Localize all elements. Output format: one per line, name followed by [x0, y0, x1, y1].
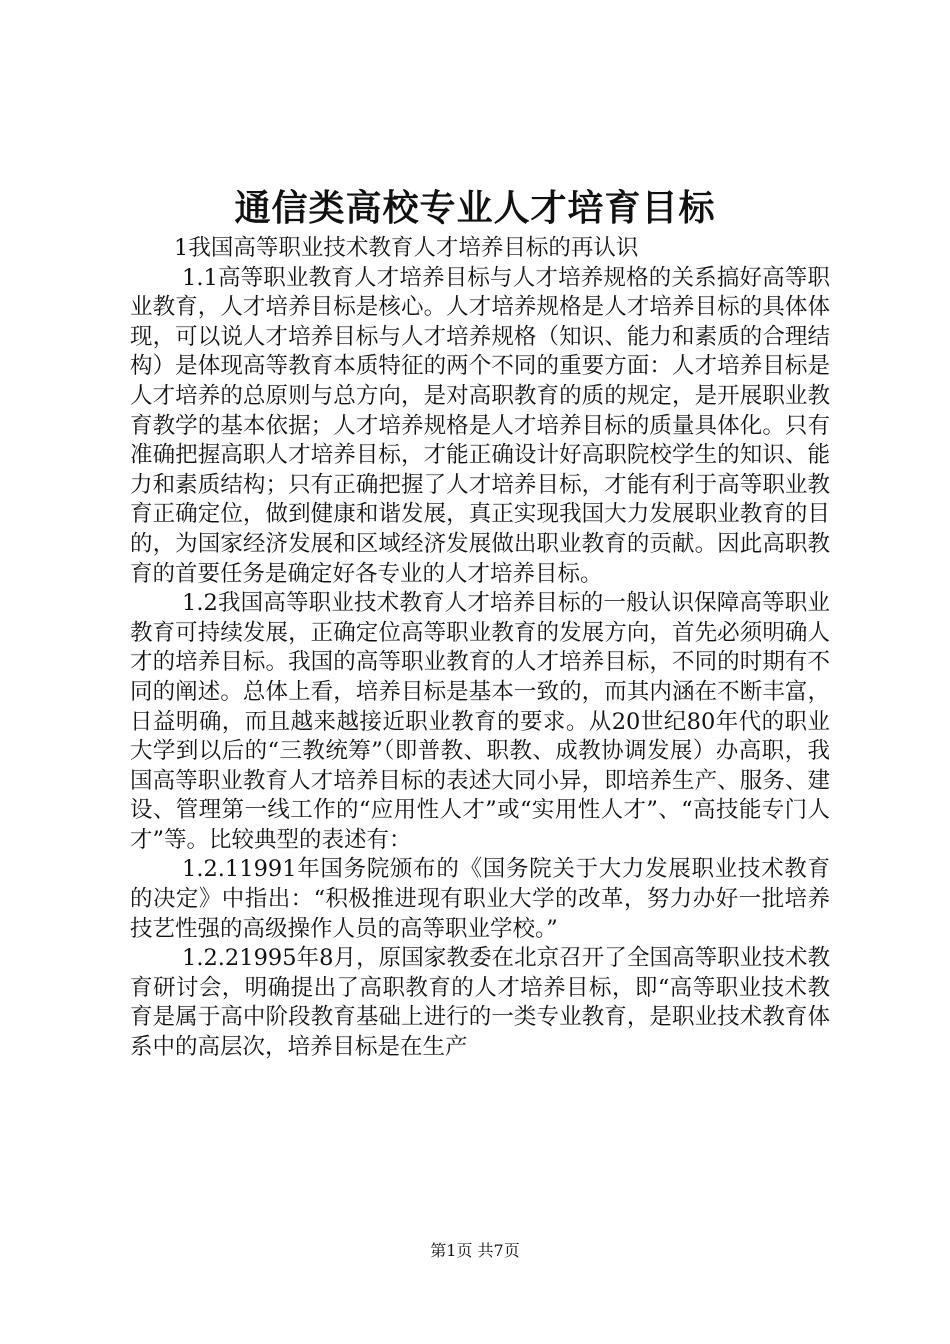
- page-number-footer: 第1页 共7页: [430, 1241, 520, 1260]
- body-paragraph: 1.2.21995年8月，原国家教委在北京召开了全国高等职业技术教育研讨会，明确提出了高职教育的人才培养目标，即“高等职业技术教育是属于高中阶段教育基础上进行的一类专业教育，是职业技术教育体系中的高层次，培养目标是在生产: [130, 945, 830, 1061]
- body-paragraph: 1.2我国高等职业技术教育人才培养目标的一般认识保障高等职业教育可持续发展，正确定位高等职业教育的发展方向，首先必须明确人才的培养目标。我国的高等职业教育的人才培养目标，不同的时期有不同的阐述。总体上看，培养目标是基本一致的，而其内涵在不断丰富，日益明确，而且越来越接近职业教育的要求。从20世纪80年代的职业大学到以后的“三教统筹”（即普教、职教、成教协调发展）办高职，我国高等职业教育人才培养目标的表述大同小异，即培养生产、服务、建设、管理第一线工作的“应用性人才”或“实用性人才”、“高技能专门人才”等。比较典型的表述有：: [130, 590, 830, 853]
- section-heading-paragraph: 1我国高等职业技术教育人才培养目标的再认识: [174, 235, 639, 261]
- document-body: [130, 234, 830, 1063]
- document-title: 通信类高校专业人才培育目标: [234, 187, 716, 229]
- body-paragraph: 1.1高等职业教育人才培养目标与人才培养规格的关系搞好高等职业教育，人才培养目标是核心。人才培养规格是人才培养目标的具体体现，可以说人才培养目标与人才培养规格（知识、能力和素质的合理结构）是体现高等教育本质特征的两个不同的重要方面：人才培养目标是人才培养的总原则与总方向，是对高职教育的质的规定，是开展职业教育教学的基本依据；人才培养规格是人才培养目标的质量具体化。只有准确把握高职人才培养目标，才能正确设计好高职院校学生的知识、能力和素质结构；只有正确把握了人才培养目标，才能有利于高等职业教育正确定位，做到健康和谐发展，真正实现我国大力发展职业教育的目的，为国家经济发展和区域经济发展做出职业教育的贡献。因此高职教育的首要任务是确定好各专业的人才培养目标。: [130, 264, 830, 587]
- body-paragraph: 1.2.11991年国务院颁布的《国务院关于大力发展职业技术教育的决定》中指出：“积极推进现有职业大学的改革，努力办好一批培养技艺性强的高级操作人员的高等职业学校。”: [130, 856, 830, 942]
